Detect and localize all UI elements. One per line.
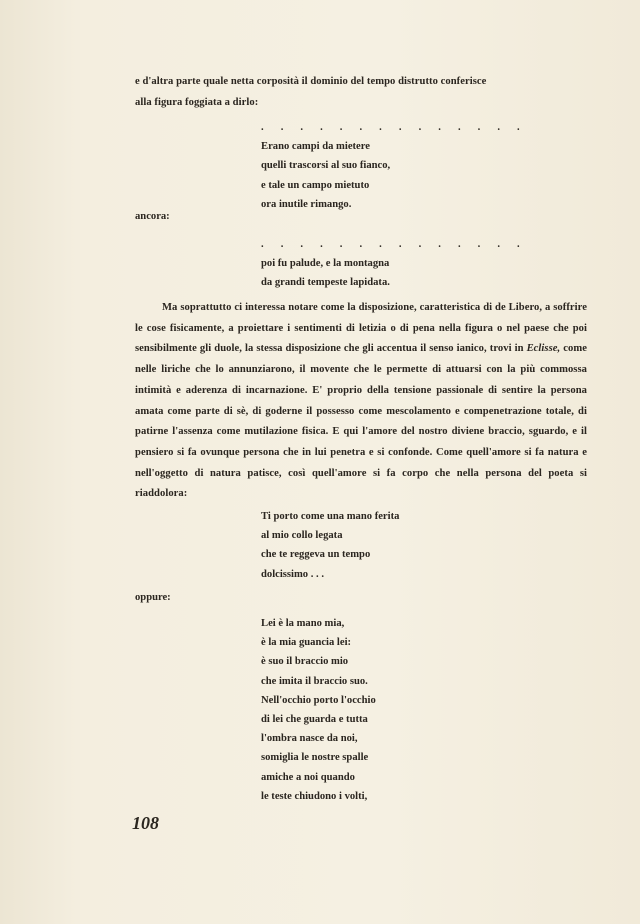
intro-paragraph <box>135 72 587 113</box>
verse-line: Nell'occhio porto l'occhio <box>261 694 376 706</box>
verse-line: quelli trascorsi al suo fianco, <box>261 160 391 172</box>
verse-line: che te reggeva un tempo <box>261 549 371 561</box>
book-title-eclisse: Eclisse, <box>526 343 561 355</box>
verse-line: dolcissimo . . . <box>261 568 324 580</box>
verse-line: le teste chiudono i volti, <box>261 790 368 802</box>
verse-line: poi fu palude, e la montagna <box>261 258 390 270</box>
verse-line: amiche a noi quando <box>261 771 355 783</box>
label-oppure: oppure: <box>135 592 171 603</box>
verse-line: l'ombra nasce da noi, <box>261 733 358 745</box>
main-paragraph <box>135 298 587 505</box>
main-text-part-2: come nelle liriche che lo annunziarono, il movente che le permette di attuarsi con la più commossa intimità e aderenza di incarnazione. E' proprio della tensione passionale di sentire la persona amata come parte di sè, di goderne il possesso come mescolamento e compenetrazione totale, di patirne l'assenza come mutilazione fisica. E qui l'amore del nostro diviene braccio, sguardo, e il pensiero si fa ovunque persona che in lui penetra e si confonde. Come quell'amore si fa natura e nell'oggetto di natura patisce, così quell'amore si fa corpo che nella persona del poeta si riaddolora: <box>135 343 587 500</box>
verse-line: è la mia guancia lei: <box>261 637 352 649</box>
ellipsis-row: . . . . . . . . . . . . . . <box>261 239 527 250</box>
verse-line: Ti porto come una mano ferita <box>261 511 400 522</box>
verse-line: ora inutile rimango. <box>261 198 352 210</box>
verse-block-2 <box>261 235 527 293</box>
verse-block-3 <box>261 507 399 584</box>
verse-line: Lei è la mano mia, <box>261 618 345 629</box>
ellipsis-row: . . . . . . . . . . . . . . <box>261 122 527 133</box>
verse-line: e tale un campo mietuto <box>261 179 370 191</box>
intro-line-1: e d'altra parte quale netta corposità il dominio del tempo distrutto conferisce <box>135 76 487 87</box>
intro-line-2: alla figura foggiata a dirlo: <box>135 96 259 108</box>
verse-line: da grandi tempeste lapidata. <box>261 277 390 289</box>
verse-line: di lei che guarda e tutta <box>261 714 368 726</box>
verse-line: somiglia le nostre spalle <box>261 752 369 764</box>
main-paragraph-text <box>135 298 587 505</box>
verse-line: Erano campi da mietere <box>261 141 370 153</box>
label-ancora: ancora: <box>135 211 170 222</box>
main-text-part-1: Ma soprattutto ci interessa notare come la disposizione, caratteristica di de Libero, a soffrire le cose fisicamente, a proiettare i sentimenti di letizia o di pena nella figura o nel paese che poi sensibilmente gli duole, la stessa disposizione che gli accentua il senso ianico, trovi in <box>135 302 587 355</box>
verse-line: al mio collo legata <box>261 530 343 542</box>
page-number: 108 <box>132 813 159 833</box>
verse-line: è suo il braccio mio <box>261 656 349 668</box>
verse-line: che imita il braccio suo. <box>261 675 368 687</box>
verse-block-4 <box>261 614 376 806</box>
verse-block-1 <box>261 118 527 214</box>
